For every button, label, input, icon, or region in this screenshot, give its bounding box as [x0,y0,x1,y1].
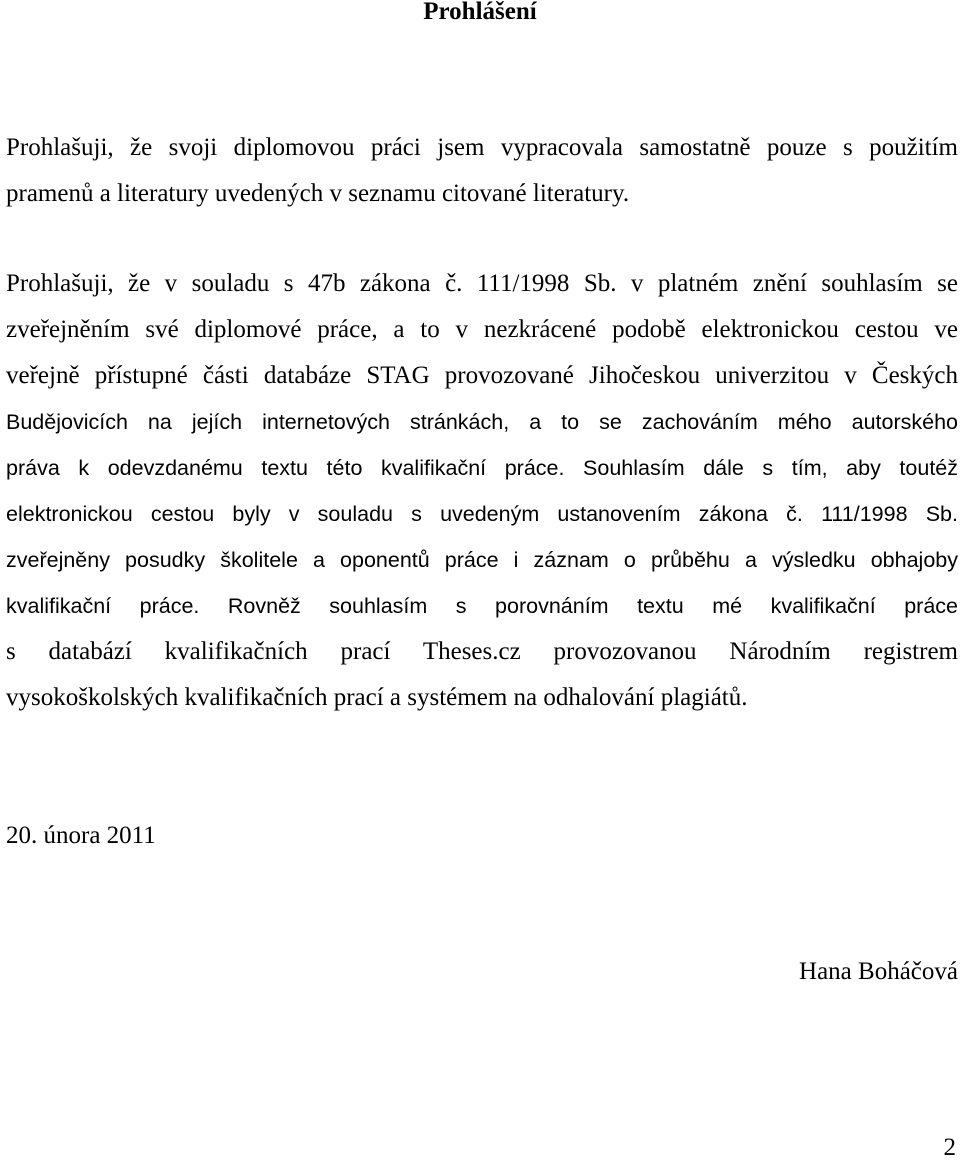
text-line: s databází kvalifikačních prací Theses.cz provozovanou Národním registrem [6,638,958,665]
text-line: pramenů a literatury uvedených v seznamu citované literatury. [6,180,630,207]
text-line: Budějovicích na jejích internetových stránkách, a to se zachováním mého autorského [6,410,958,434]
text-line: zveřejněny posudky školitele a oponentů práce i záznam o průběhu a výsledku obhajoby [6,548,958,572]
page-number: 2 [943,1134,956,1161]
text-line: vysokoškolských kvalifikačních prací a systémem na odhalování plagiátů. [6,684,748,711]
text-line: práva k odevzdanému textu této kvalifikační práce. Souhlasím dále s tím, aby toutéž [6,456,958,480]
text-line: Prohlašuji, že svoji diplomovou práci jsem vypracovala samostatně pouze s použitím [6,134,958,161]
text-line: zveřejněním své diplomové práce, a to v nezkrácené podobě elektronickou cestou ve [6,316,958,343]
text-line: kvalifikační práce. Rovněž souhlasím s porovnáním textu mé kvalifikační práce [6,594,958,618]
date: 20. února 2011 [6,822,156,849]
page-title: Prohlášení [423,0,537,25]
text-line: elektronickou cestou byly v souladu s uvedeným ustanovením zákona č. 111/1998 Sb. [6,502,958,526]
text-line: veřejně přístupné části databáze STAG provozované Jihočeskou univerzitou v Českých [6,362,958,389]
text-line: Prohlašuji, že v souladu s 47b zákona č. 111/1998 Sb. v platném znění souhlasím se [6,270,958,297]
author-signature: Hana Boháčová [799,958,958,985]
